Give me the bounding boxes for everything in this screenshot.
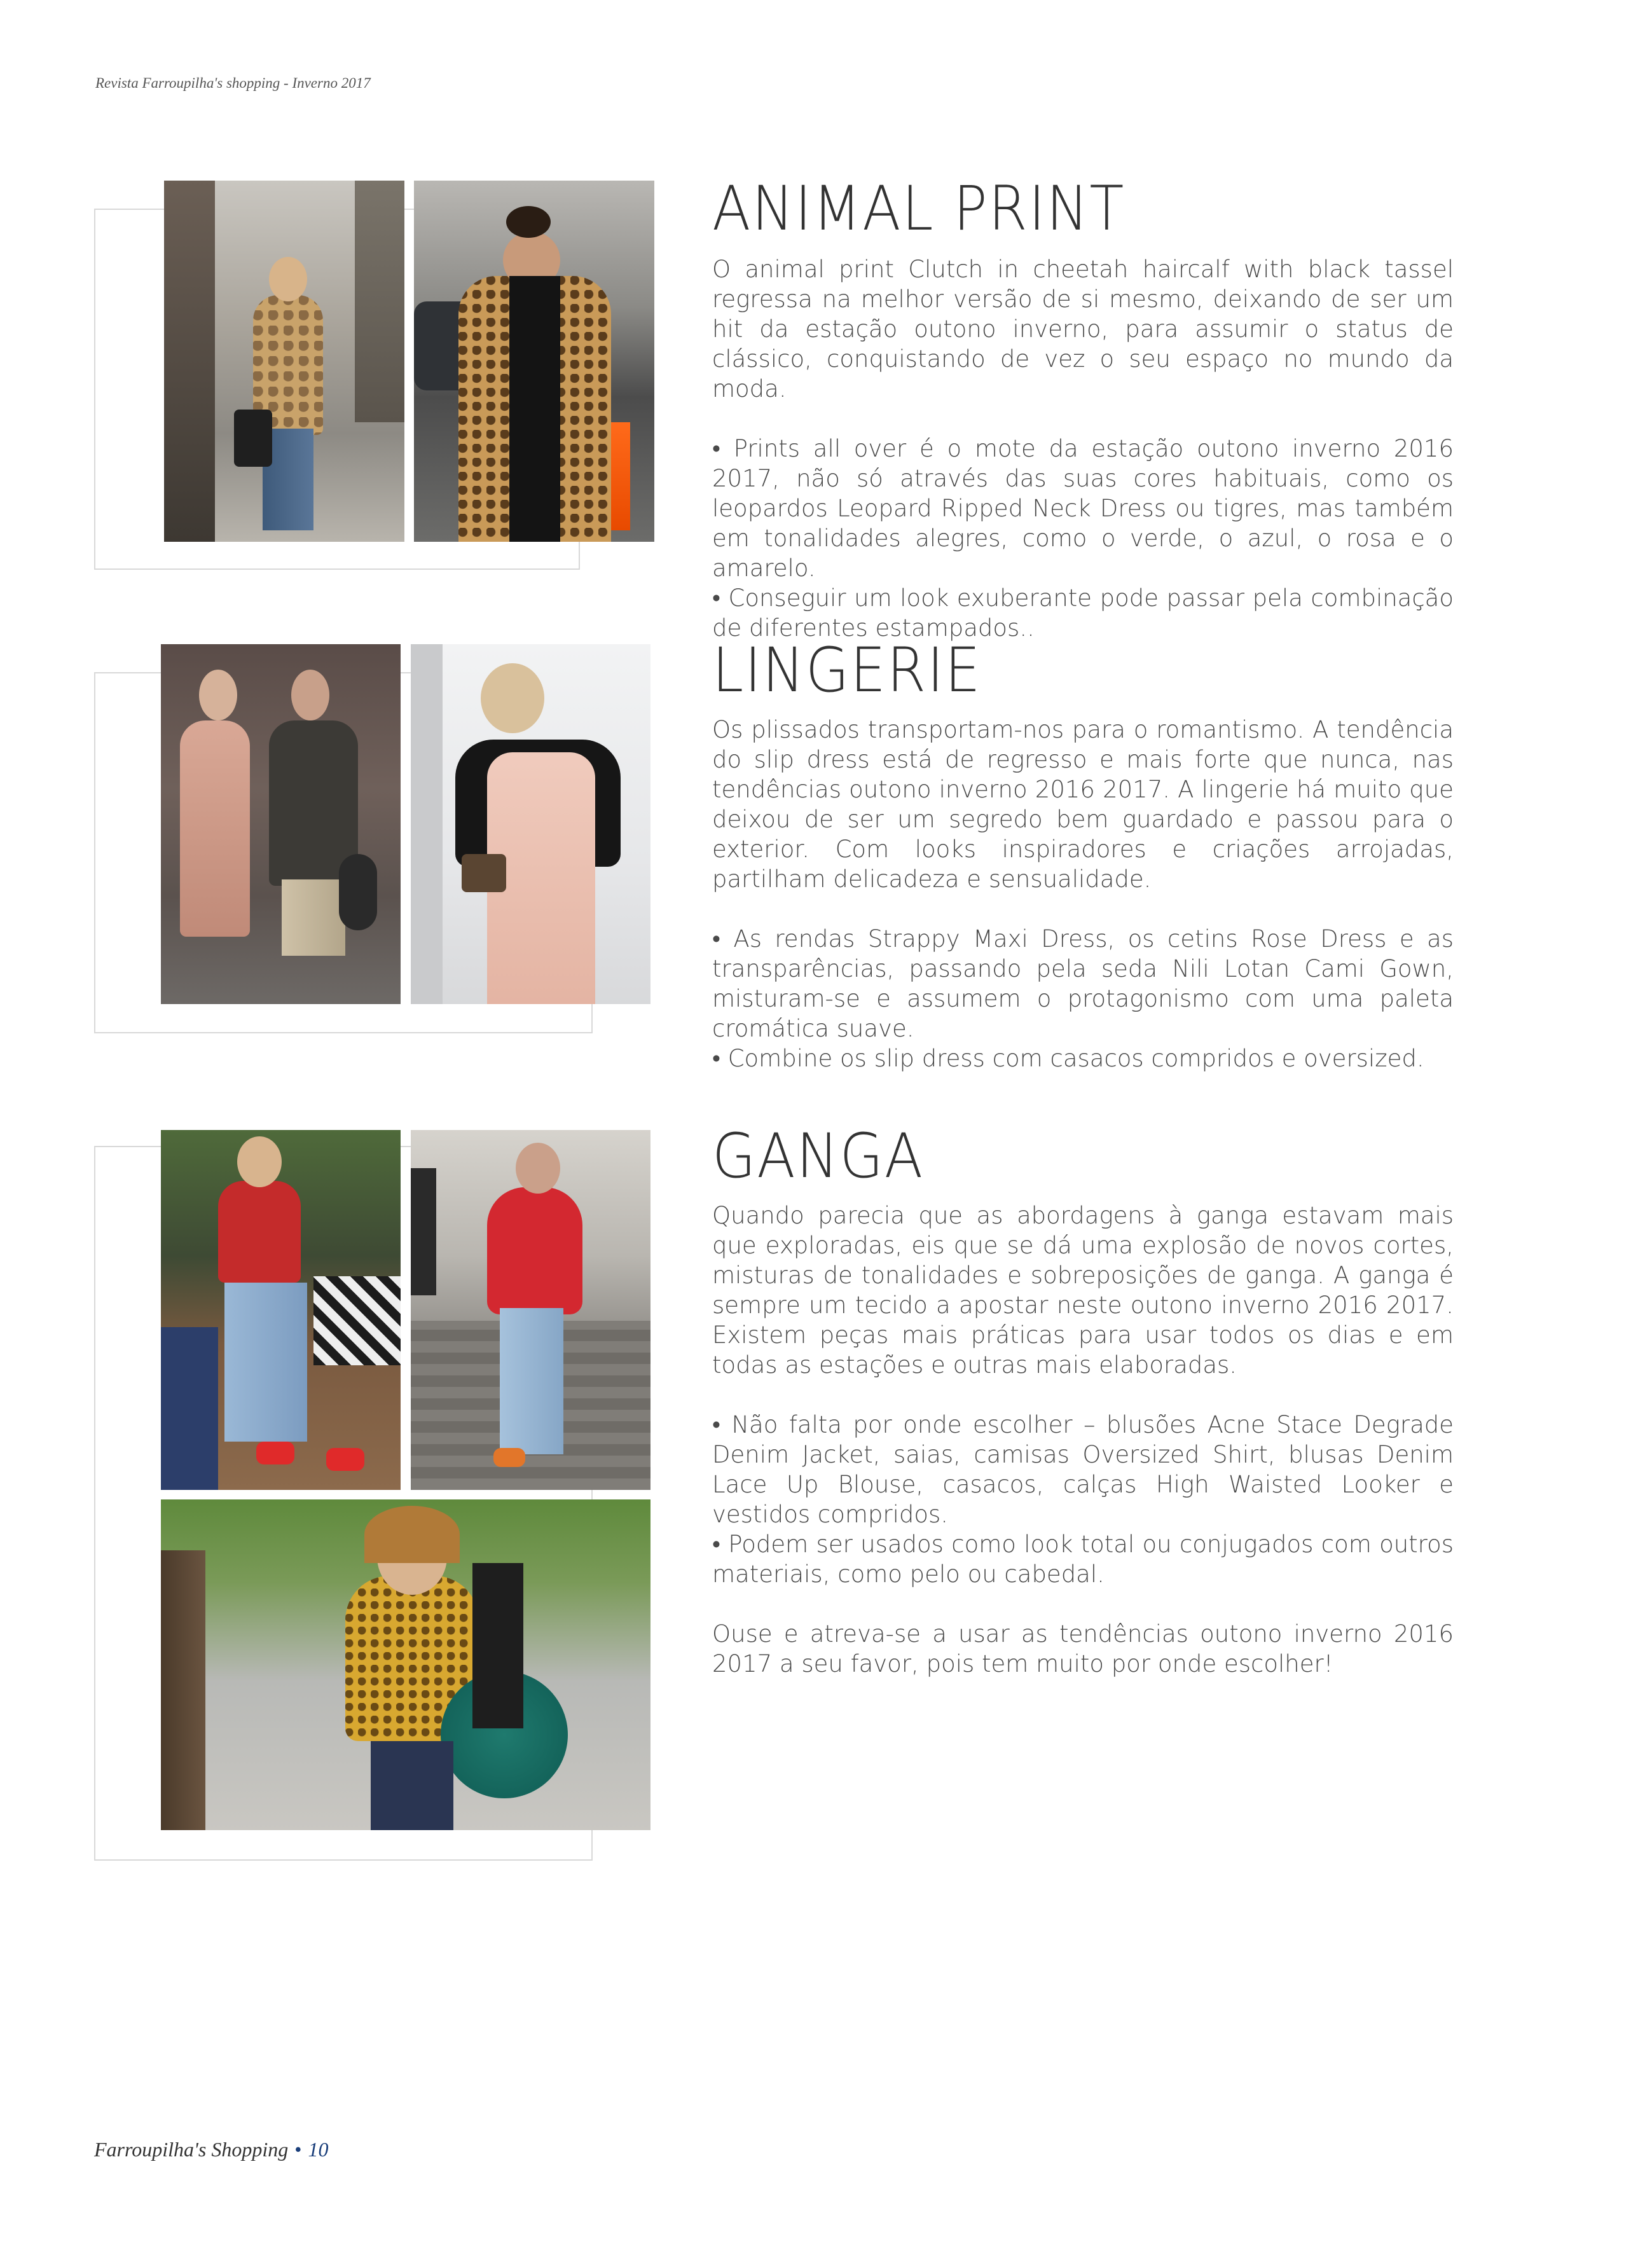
ganga-photo-3 [161, 1499, 650, 1830]
section-body-ganga [712, 1201, 1454, 1679]
paragraph: Os plissados transportam-nos para o romantismo. A tendência do slip dress está de regresso e mais forte que nunca, nas tendências outono inverno 2016 2017. A lingerie há muito que deixou de ser um segredo bem guardado e passou para o exterior. Com looks inspiradores e criações arrojadas, partilham delicadeza e sensualidade. [712, 716, 1454, 893]
paragraph: • Podem ser usados como look total ou conjugados com outros materiais, como pelo ou cabedal. [712, 1531, 1454, 1588]
paragraph: • Combine os slip dress com casacos compridos e oversized. [712, 1045, 1424, 1072]
ganga-photo-1 [161, 1130, 401, 1490]
paragraph: O animal print Clutch in cheetah haircalf with black tassel regressa na melhor versão de si mesmo, deixando de ser um hit da estação outono inverno, para assumir o status de clássico, conquistando de vez o seu espaço no mundo da moda. [712, 256, 1454, 403]
lingerie-photo-2 [411, 644, 650, 1004]
lingerie-photo-1 [161, 644, 401, 1004]
footer-brand: Farroupilha's Shopping [94, 2138, 289, 2161]
page-number: 10 [308, 2138, 329, 2161]
ganga-photo-2 [411, 1130, 650, 1490]
paragraph: • As rendas Strappy Maxi Dress, os cetins Rose Dress e as transparências, passando pela seda Nili Lotan Cami Gown, misturam-se e assumem o protagonismo com uma paleta cromática suave. [712, 925, 1454, 1042]
section-body-lingerie [712, 715, 1454, 1073]
footer-bullet: • [294, 2138, 302, 2161]
paragraph: • Prints all over é o mote da estação outono inverno 2016 2017, não só através das suas cores habituais, como os leopardos Leopard Ripped Neck Dress ou tigres, mas também em tonalidades alegres, como o verde, o azul, o rosa e o amarelo. [712, 435, 1454, 582]
paragraph: • Não falta por onde escolher – blusões Acne Stace Degrade Denim Jacket, saias, camisas Oversized Shirt, blusas Denim Lace Up Blouse, casacos, calças High Waisted Looker e vestidos compridos. [712, 1411, 1454, 1528]
section-body-animal-print [712, 254, 1454, 643]
section-heading-animal-print: ANIMAL PRINT [712, 173, 1125, 244]
animal-print-photo-2 [414, 181, 654, 542]
paragraph: Quando parecia que as abordagens à ganga estavam mais que exploradas, eis que se dá uma explosão de novos cortes, misturas de tonalidades e sobreposições de ganga. A ganga é sempre um tecido a apostar neste outono inverno 2016 2017. Existem peças mais práticas para usar todos os dias e em todas as estações e outras mais elaboradas. [712, 1202, 1454, 1379]
magazine-header: Revista Farroupilha's shopping - Inverno 2017 [95, 75, 371, 91]
paragraph: Ouse e atreva-se a usar as tendências outono inverno 2016 2017 a seu favor, pois tem muito por onde escolher! [712, 1620, 1454, 1678]
animal-print-photo-1 [164, 181, 404, 542]
section-heading-ganga: GANGA [712, 1120, 924, 1192]
page-footer [94, 2138, 328, 2161]
section-heading-lingerie: LINGERIE [712, 635, 982, 706]
paragraph: • Conseguir um look exuberante pode passar pela combinação de diferentes estampados.. [712, 584, 1454, 642]
